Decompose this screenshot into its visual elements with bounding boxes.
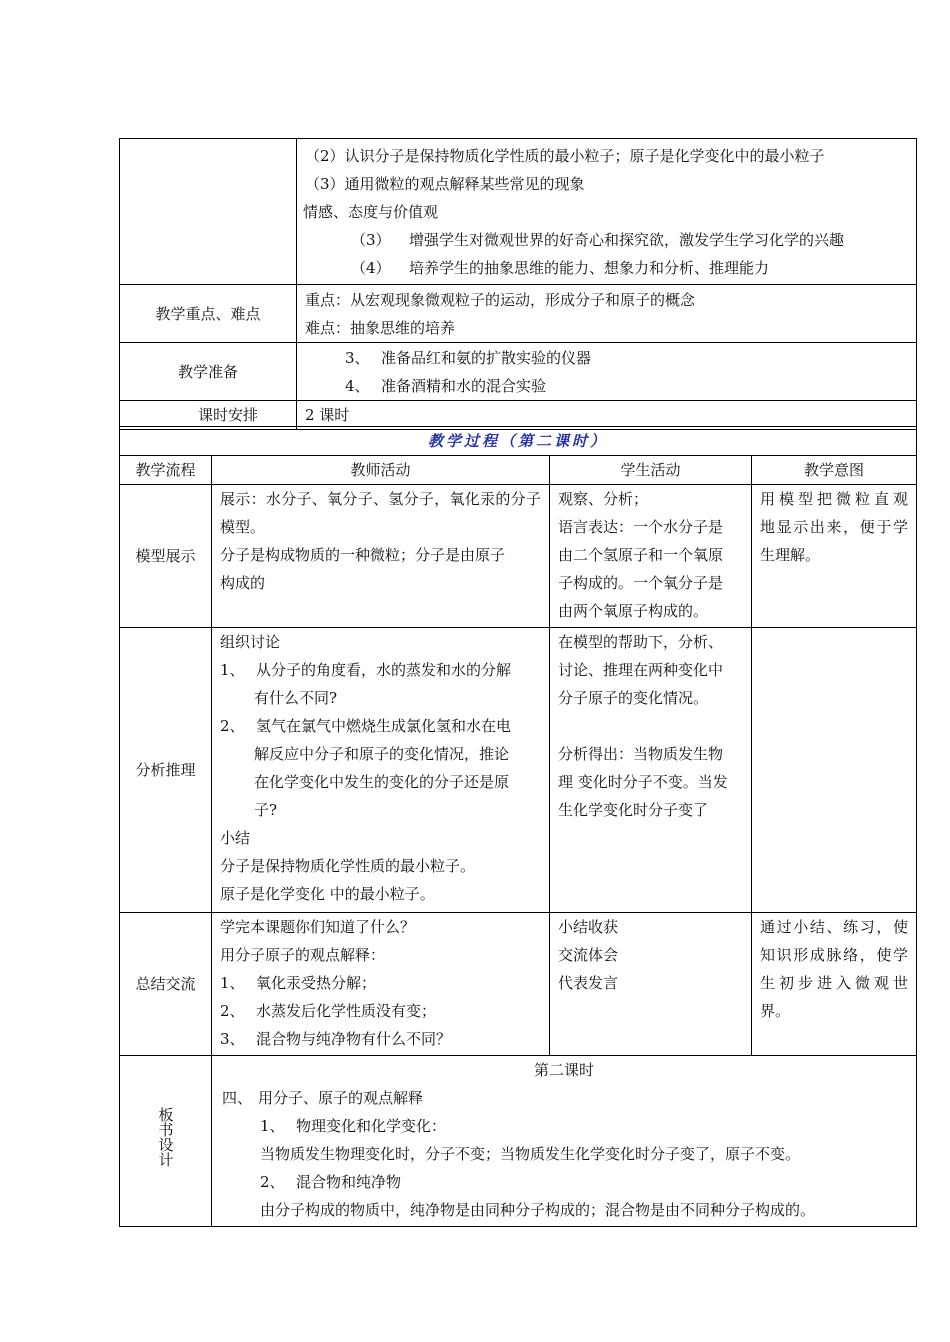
header-teacher: 教师活动 [212, 456, 550, 485]
prep-cell [297, 343, 917, 401]
text-line: 生化学变化时分子变了 [558, 801, 709, 819]
text-line: 分析得出：当物质发生物 [558, 745, 724, 763]
board-sub1-text: 当物质发生物理变化时，分子不变；当物质发生化学变化时分子变了，原子不变。 [260, 1145, 801, 1163]
text-line: 模型。 [220, 518, 266, 536]
text-line: 交流体会 [558, 946, 619, 964]
keypoints-cell [297, 285, 917, 343]
prep-label: 教学准备 [120, 343, 297, 401]
header-stage: 教学流程 [120, 456, 212, 485]
board-row [120, 1056, 917, 1227]
stage-label: 模型展示 [120, 485, 212, 628]
board-content [212, 1056, 917, 1227]
student-activity [550, 485, 752, 628]
student-activity [550, 913, 752, 1056]
objective-line: （2）认识分子是保持物质化学性质的最小粒子；原子是化学变化中的最小粒子 [305, 147, 825, 165]
emotion-heading: 情感、态度与价值观 [303, 203, 439, 221]
keypoint-text: 重点：从宏观现象微观粒子的运动，形成分子和原子的概念 [305, 291, 696, 309]
objectives-label-cell [120, 139, 297, 285]
text-line: 小结 [220, 829, 251, 847]
process-title: 教学过程（第二课时） [120, 427, 917, 456]
text-line: 代表发言 [558, 974, 619, 992]
prep-item: 4、 准备酒精和水的混合实验 [345, 377, 547, 395]
text-line: 语言表达：一个水分子是 [558, 518, 724, 536]
schedule-value: 2 课时 [297, 401, 917, 430]
emotion-item: （3） 增强学生对微观世界的好奇心和探究欲，激发学生学习化学的兴趣 [351, 231, 845, 249]
text-line [558, 712, 745, 740]
text-line: 有什么不同? [254, 689, 338, 707]
text-line: 分子原子的变化情况。 [558, 689, 709, 707]
text-line: 子构成的。一个氧分子是 [558, 574, 724, 592]
board-sub2: 2、 混合物和纯净物 [260, 1173, 402, 1191]
text-line: 由二个氢原子和一个氧原 [558, 546, 724, 564]
objective-line: （3）通用微粒的观点解释某些常见的现象 [305, 175, 585, 193]
text-line: 讨论、推理在两种变化中 [558, 661, 724, 679]
text-line: 界。 [760, 1002, 791, 1020]
list-item: 1、 氧化汞受热分解； [220, 974, 377, 992]
table-row [120, 913, 917, 1056]
text-line: 观察、分析； [558, 490, 649, 508]
text-line: 通过小结、练习，使 [760, 918, 909, 936]
text-line: 分子是保持物质化学性质的最小粒子。 [220, 857, 476, 875]
board-sub1: 1、 物理变化和化学变化： [260, 1117, 447, 1135]
text-line: 在模型的帮助下，分析、 [558, 633, 724, 651]
board-label: 板书设计 [156, 1106, 175, 1167]
text-line: 用模型把微粒直观 [760, 490, 909, 508]
teaching-intent [752, 628, 917, 913]
text-line: 理 变化时分子不变。当发 [558, 773, 728, 791]
text-line: 小结收获 [558, 918, 619, 936]
question-item: 2、 氢气在氯气中燃烧生成氯化氢和水在电 [220, 717, 512, 735]
text-line: 由两个氧原子构成的。 [558, 602, 709, 620]
text-line: 在化学变化中发生的变化的分子还是原 [254, 773, 510, 791]
text-line: 学完本课题你们知道了什么？ [220, 918, 416, 936]
question-item: 1、 从分子的角度看，水的蒸发和水的分解 [220, 661, 512, 679]
board-section: 四、 用分子、原子的观点解释 [222, 1089, 424, 1107]
teaching-intent [752, 913, 917, 1056]
text-line: 用分子原子的观点解释： [220, 946, 386, 964]
schedule-label: 课时安排 [120, 401, 297, 430]
board-session: 第二课时 [534, 1061, 595, 1079]
emotion-item: （4） 培养学生的抽象思维的能力、想象力和分析、推理能力 [351, 259, 770, 277]
stage-label: 总结交流 [120, 913, 212, 1056]
board-label-cell [120, 1056, 212, 1227]
lesson-info-table [119, 138, 917, 430]
text-line: 生初步进入微观世 [760, 974, 909, 992]
board-sub2-text: 由分子构成的物质中，纯净物是由同种分子构成的；混合物是由不同种分子构成的。 [260, 1201, 816, 1219]
text-line: 构成的 [220, 574, 266, 592]
teaching-intent [752, 485, 917, 628]
teacher-activity [212, 913, 550, 1056]
text-line: 子? [254, 801, 278, 819]
list-item: 3、 混合物与纯净物有什么不同？ [220, 1030, 452, 1048]
student-activity [550, 628, 752, 913]
process-table [119, 426, 917, 1227]
text-line: 原子是化学变化 中的最小粒子。 [220, 885, 435, 903]
stage-label: 分析推理 [120, 628, 212, 913]
text-line: 解反应中分子和原子的变化情况，推论 [254, 745, 510, 763]
text-line: 地显示出来，便于学 [760, 518, 909, 536]
list-item: 2、 水蒸发后化学性质没有变； [220, 1002, 437, 1020]
text-line: 知识形成脉络，使学 [760, 946, 909, 964]
difficulty-text: 难点：抽象思维的培养 [305, 319, 456, 337]
text-line: 组织讨论 [220, 633, 281, 651]
table-row [120, 485, 917, 628]
teacher-activity [212, 628, 550, 913]
prep-item: 3、 准备品红和氨的扩散实验的仪器 [345, 349, 592, 367]
header-intent: 教学意图 [752, 456, 917, 485]
keypoints-label: 教学重点、难点 [120, 285, 297, 343]
text-line: 展示：水分子、氧分子、氢分子，氧化汞的分子 [220, 490, 541, 508]
objectives-cell [297, 139, 917, 285]
text-line: 生理解。 [760, 546, 821, 564]
text-line: 分子是构成物质的一种微粒；分子是由原子 [220, 546, 506, 564]
table-row [120, 628, 917, 913]
teacher-activity [212, 485, 550, 628]
header-student: 学生活动 [550, 456, 752, 485]
